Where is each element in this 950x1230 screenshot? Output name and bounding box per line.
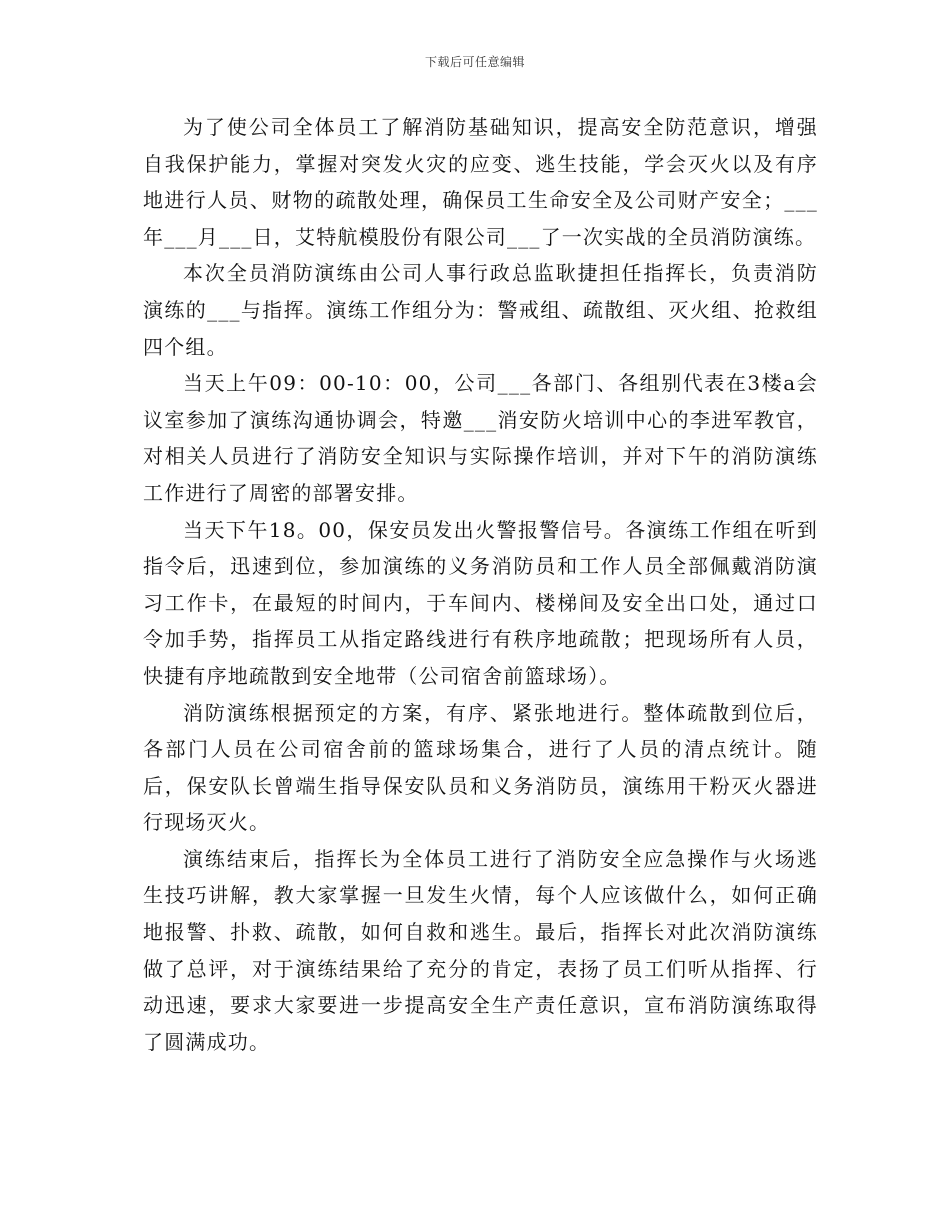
paragraph-4: 当天下午18。00，保安员发出火警报警信号。各演练工作组在听到指令后，迅速到位，参加演练的义务消防员和工作人员全部佩戴消防演习工作卡，在最短的时间内，于车间内、楼梯间及安全出口处，通过口令加手势，指挥员工从指定路线进行有秩序地疏散；把现场所有人员，快捷有序地疏散到安全地带（公司宿舍前篮球场）。	[143, 517, 818, 688]
paragraph-2: 本次全员消防演练由公司人事行政总监耿捷担任指挥长，负责消防演练的___与指挥。演练工作组分为：警戒组、疏散组、灭火组、抢救组四个组。	[143, 261, 818, 359]
paragraph-3: 当天上午09：00-10：00，公司___各部门、各组别代表在3楼a会议室参加了演练沟通协调会，特邀___消安防火培训中心的李进军教官，对相关人员进行了消防安全知识与实际操作培训，并对下午的消防演练工作进行了周密的部署安排。	[143, 371, 818, 505]
document-body	[143, 109, 818, 1060]
page-header-note: 下载后可任意编辑	[424, 55, 525, 69]
paragraph-5: 消防演练根据预定的方案，有序、紧张地进行。整体疏散到位后，各部门人员在公司宿舍前的篮球场集合，进行了人员的清点统计。随后，保安队长曾端生指导保安队员和义务消防员，演练用干粉灭火器进行现场灭火。	[143, 700, 818, 835]
paragraph-1: 为了使公司全体员工了解消防基础知识，提高安全防范意识，增强自我保护能力，掌握对突发火灾的应变、逃生技能，学会灭火以及有序地进行人员、财物的疏散处理，确保员工生命安全及公司财产安全；___年___月___日，艾特航模股份有限公司___了一次实战的全员消防演练。	[143, 115, 818, 249]
paragraph-6: 演练结束后，指挥长为全体员工进行了消防安全应急操作与火场逃生技巧讲解，教大家掌握一旦发生火情，每个人应该做什么，如何正确地报警、扑救、疏散，如何自救和逃生。最后，指挥长对此次消防演练做了总评，对于演练结果给了充分的肯定，表扬了员工们听从指挥、行动迅速，要求大家要进一步提高安全生产责任意识，宣布消防演练取得了圆满成功。	[143, 846, 818, 1054]
